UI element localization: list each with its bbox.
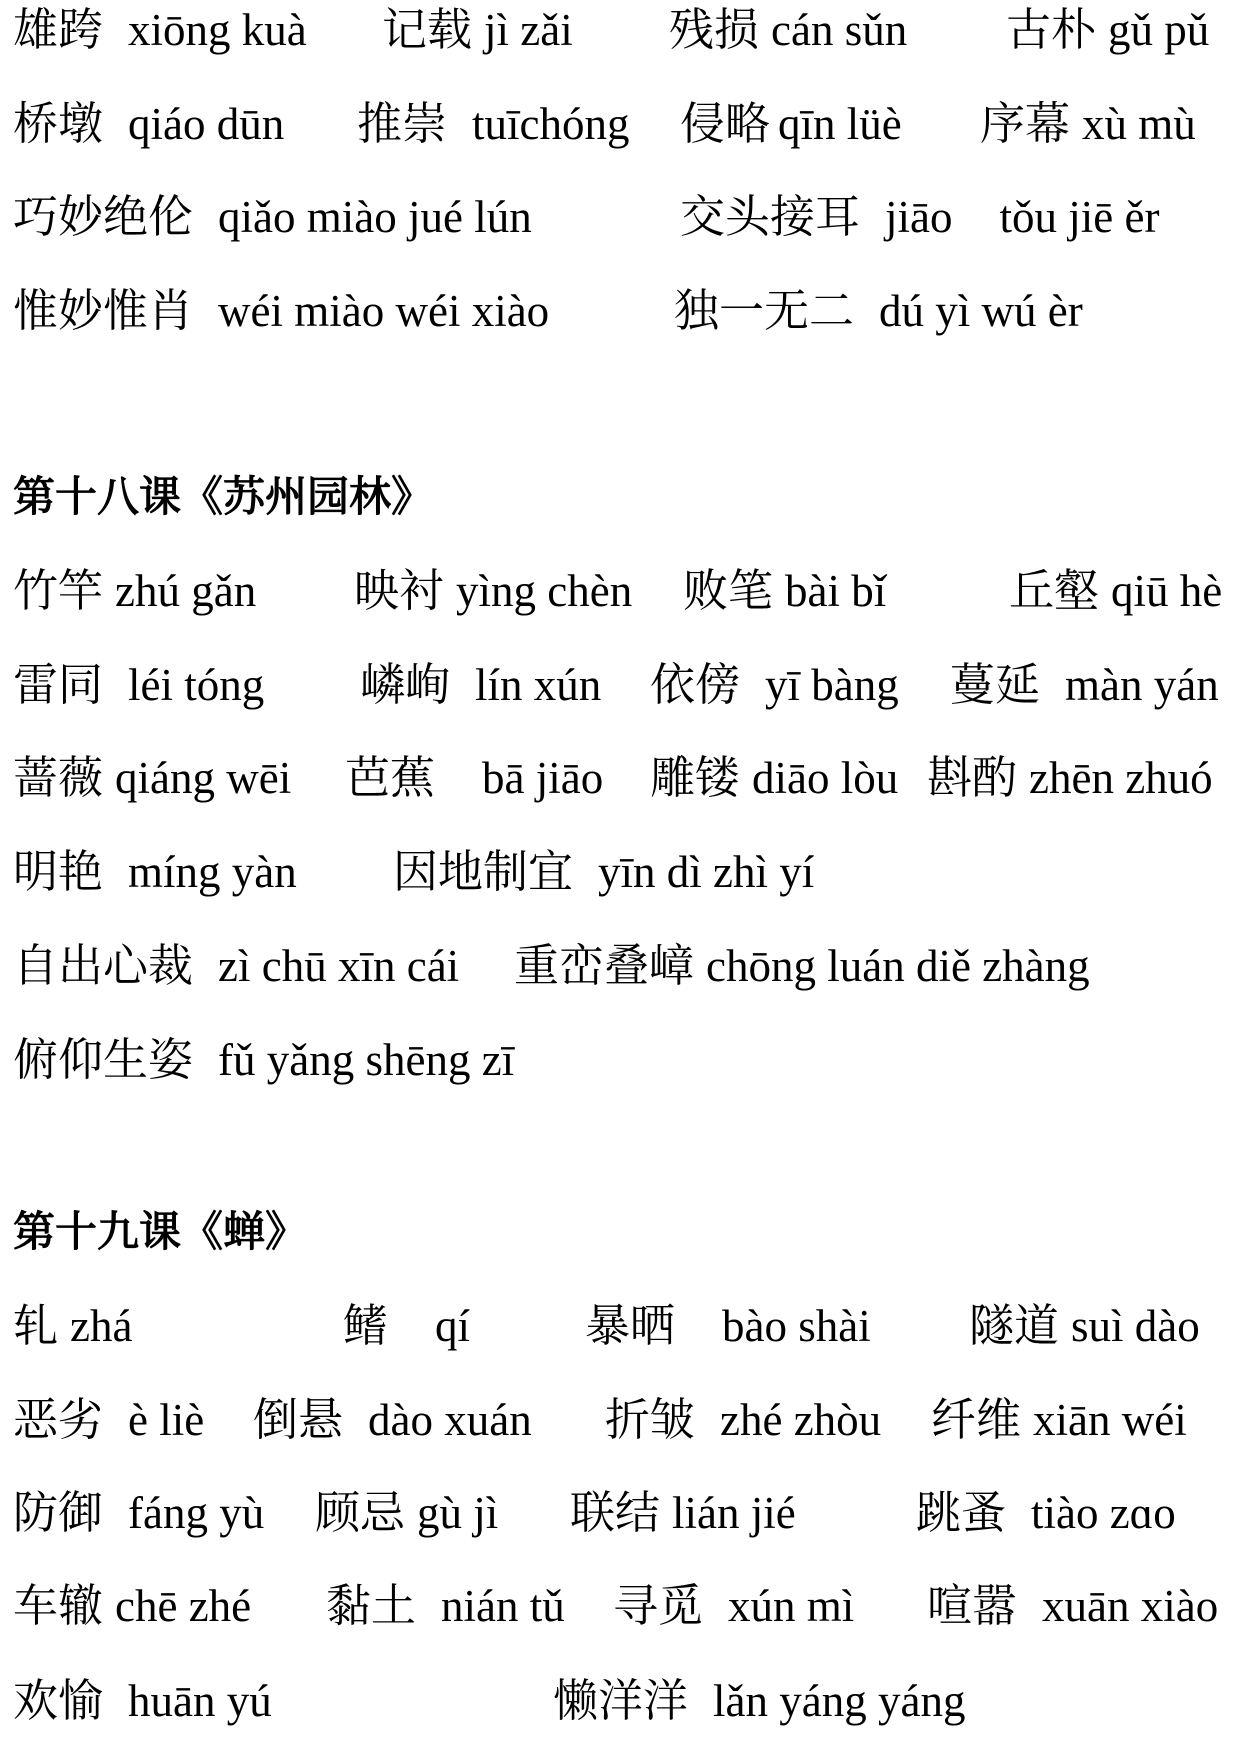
vocab-pinyin: gù jì: [417, 1488, 499, 1538]
vocab-item: [345, 753, 603, 803]
vocab-hanzi: 嶙峋: [360, 658, 451, 711]
vocab-hanzi: 古朴: [1006, 3, 1097, 56]
vocab-hanzi: 联结: [570, 1486, 661, 1539]
vocab-pinyin: xún mì: [728, 1581, 855, 1631]
vocab-hanzi: 俯仰生姿: [13, 1033, 194, 1086]
vocab-pinyin: léi tóng: [128, 660, 265, 710]
vocab-pinyin: nián tǔ: [441, 1581, 565, 1631]
vocab-hanzi: 恶劣: [13, 1393, 104, 1446]
vocab-row: [0, 192, 1240, 242]
vocab-pinyin: qiáng wēi: [115, 753, 292, 803]
vocab-pinyin: huān yú: [128, 1676, 272, 1726]
vocab-row: [0, 1395, 1240, 1445]
vocab-hanzi: 跳蚤: [916, 1486, 1007, 1539]
vocab-hanzi: 黏土: [326, 1579, 417, 1632]
vocab-item: [683, 566, 886, 616]
vocab-item: [315, 1488, 498, 1538]
vocab-hanzi: 明艳: [13, 845, 104, 898]
vocab-pinyin: xuān xiào: [1042, 1581, 1219, 1631]
vocab-item: [650, 753, 898, 803]
vocab-pinyin: qiáo dūn: [128, 99, 285, 149]
vocab-item: [13, 1035, 514, 1085]
vocab-item: [669, 5, 907, 55]
vocab-item: [680, 192, 1159, 242]
vocab-item: [360, 660, 601, 710]
vocab-hanzi: 鳍: [343, 1299, 389, 1352]
vocab-pinyin: bào shài: [722, 1301, 871, 1351]
vocab-item: [13, 5, 307, 55]
vocab-pinyin: cán sǔn: [771, 5, 908, 55]
vocab-row: [0, 753, 1240, 803]
vocab-item: [13, 566, 256, 616]
vocab-pinyin: dào xuán: [368, 1395, 532, 1445]
vocab-item: [13, 941, 459, 991]
vocab-pinyin: chōng luán diě zhàng: [706, 941, 1090, 991]
vocab-hanzi: 自出心裁: [13, 939, 194, 992]
vocab-hanzi: 独一无二: [674, 284, 855, 337]
vocab-pinyin: diāo lòu: [752, 753, 899, 803]
vocab-row: [0, 1035, 1240, 1085]
vocab-row: [0, 660, 1240, 710]
vocab-item: [980, 99, 1196, 149]
vocab-pinyin: lín xún: [475, 660, 602, 710]
vocab-hanzi: 蔓延: [950, 658, 1041, 711]
vocab-hanzi: 残损: [669, 3, 760, 56]
vocab-item: [931, 1395, 1187, 1445]
vocab-hanzi: 顾忌: [315, 1486, 406, 1539]
vocab-item: [13, 1301, 132, 1351]
vocab-pinyin: jiāo: [885, 192, 953, 242]
vocab-pinyin: fǔ yǎng shēng zī: [218, 1035, 515, 1085]
vocab-hanzi: 隧道: [969, 1299, 1060, 1352]
vocab-item: [585, 1301, 871, 1351]
vocab-item: [1006, 5, 1209, 55]
vocab-item: [570, 1488, 796, 1538]
vocab-item: [553, 1676, 965, 1726]
vocab-pinyin: qí: [435, 1301, 471, 1351]
vocab-pinyin: dú yì wú èr: [879, 286, 1083, 336]
vocab-pinyin: yī bàng: [765, 660, 899, 710]
vocab-item: [253, 1395, 532, 1445]
vocab-row: [0, 5, 1240, 55]
vocab-item: [13, 1395, 204, 1445]
vocab-pinyin: jì zǎi: [484, 5, 573, 55]
vocab-item: [674, 286, 1083, 336]
vocab-hanzi: 桥墩: [13, 97, 104, 150]
vocab-item: [393, 847, 814, 897]
vocab-item: [382, 5, 573, 55]
vocab-item: [605, 1395, 881, 1445]
vocab-item: [354, 566, 632, 616]
vocab-hanzi: 侵略: [680, 97, 771, 150]
vocab-pinyin: míng yàn: [128, 847, 297, 897]
vocab-pinyin: màn yán: [1065, 660, 1219, 710]
vocab-item: [13, 286, 549, 336]
vocab-row: [0, 941, 1240, 991]
vocab-pinyin: lián jié: [672, 1488, 796, 1538]
vocab-hanzi: 巧妙绝伦: [13, 190, 194, 243]
vocab-pinyin: xù mù: [1082, 99, 1196, 149]
vocab-item: [13, 1581, 251, 1631]
vocab-row: [0, 566, 1240, 616]
vocab-item: [514, 941, 1090, 991]
vocab-row: [0, 286, 1240, 336]
vocab-pinyin: yīn dì zhì yí: [598, 847, 815, 897]
vocab-hanzi: 蔷薇: [13, 751, 104, 804]
vocab-hanzi: 车辙: [13, 1579, 104, 1632]
vocab-hanzi: 惟妙惟肖: [13, 284, 194, 337]
vocab-pinyin: bā jiāo: [482, 753, 604, 803]
vocab-pinyin: yìng chèn: [456, 566, 633, 616]
vocab-hanzi: 寻觅: [613, 1579, 704, 1632]
vocab-hanzi: 倒悬: [253, 1393, 344, 1446]
vocab-item: [916, 1488, 1176, 1538]
vocab-item: [680, 99, 902, 149]
vocab-pinyin: zhēn zhuó: [1029, 753, 1213, 803]
vocab-row: [0, 1581, 1240, 1631]
vocab-row: [0, 1676, 1240, 1726]
vocab-item: [613, 1581, 854, 1631]
vocab-pinyin: gǔ pǔ: [1108, 5, 1210, 55]
vocab-pinyin: suì dào: [1071, 1301, 1200, 1351]
vocab-pinyin: zhé zhòu: [720, 1395, 882, 1445]
vocab-pinyin: fáng yù: [128, 1488, 265, 1538]
vocab-hanzi: 折皱: [605, 1393, 696, 1446]
vocab-item: [950, 660, 1219, 710]
vocab-pinyin: qīn lüè: [778, 99, 902, 149]
vocab-hanzi: 防御: [13, 1486, 104, 1539]
lesson-heading: 第十九课《蝉》: [13, 1207, 308, 1256]
vocab-item: [357, 99, 630, 149]
vocab-row: [0, 847, 1240, 897]
vocab-item: [326, 1581, 565, 1631]
vocab-hanzi: 斟酌: [927, 751, 1018, 804]
vocab-row: [0, 1488, 1240, 1538]
vocab-hanzi: 雄跨: [13, 3, 104, 56]
vocab-item: [13, 847, 297, 897]
vocab-hanzi: 记载: [382, 3, 473, 56]
vocab-item: [927, 1581, 1218, 1631]
vocab-hanzi: 映衬: [354, 564, 445, 617]
vocab-pinyin: zì chū xīn cái: [218, 941, 460, 991]
vocab-item: [1009, 566, 1222, 616]
vocab-hanzi: 败笔: [683, 564, 774, 617]
vocab-row: [0, 1301, 1240, 1351]
vocab-hanzi: 雕镂: [650, 751, 741, 804]
lesson-heading: 第十八课《苏州园林》: [13, 472, 434, 521]
vocab-pinyin: bài bǐ: [785, 566, 887, 616]
vocab-pinyin: tuīchóng: [472, 99, 630, 149]
vocab-item: [650, 660, 899, 710]
vocab-item: [13, 1676, 272, 1726]
vocab-item: [13, 660, 264, 710]
vocab-hanzi: 雷同: [13, 658, 104, 711]
vocab-item: [13, 753, 291, 803]
vocab-item: [343, 1301, 470, 1351]
vocab-item: [13, 1488, 264, 1538]
vocab-hanzi: 喧嚣: [927, 1579, 1018, 1632]
vocab-pinyin: zhú gǎn: [115, 566, 257, 616]
vocab-item: [13, 192, 532, 242]
vocab-pinyin: è liè: [128, 1395, 205, 1445]
vocab-pinyin: qiū hè: [1111, 566, 1223, 616]
vocab-item: [969, 1301, 1200, 1351]
vocab-hanzi: 欢愉: [13, 1674, 104, 1727]
vocab-pinyin: xiōng kuà: [128, 5, 307, 55]
vocab-hanzi: 芭蕉: [345, 751, 436, 804]
vocab-pinyin: tiào zɑo: [1031, 1488, 1176, 1538]
vocab-hanzi: 推崇: [357, 97, 448, 150]
vocab-hanzi: 纤维: [931, 1393, 1022, 1446]
vocab-hanzi: 序幕: [980, 97, 1071, 150]
vocab-hanzi: 重峦叠嶂: [514, 939, 695, 992]
vocab-hanzi: 懒洋洋: [553, 1674, 689, 1727]
vocab-hanzi: 依傍: [650, 658, 741, 711]
vocab-hanzi: 竹竿: [13, 564, 104, 617]
vocab-pinyin-rest: tǒu jiē ěr: [999, 192, 1160, 242]
vocab-hanzi: 因地制宜: [393, 845, 574, 898]
vocab-hanzi: 暴晒: [585, 1299, 676, 1352]
vocab-pinyin: chē zhé: [115, 1581, 252, 1631]
vocab-hanzi: 丘壑: [1009, 564, 1100, 617]
vocab-item: [13, 99, 284, 149]
vocab-pinyin: xiān wéi: [1033, 1395, 1187, 1445]
vocab-hanzi: 交头接耳: [680, 190, 861, 243]
vocab-pinyin: zhá: [70, 1301, 133, 1351]
vocab-item: [927, 753, 1213, 803]
vocab-pinyin: lǎn yáng yáng: [713, 1676, 966, 1726]
vocab-hanzi: 轧: [13, 1299, 59, 1352]
vocab-pinyin: qiǎo miào jué lún: [218, 192, 532, 242]
vocab-row: [0, 99, 1240, 149]
vocab-pinyin: wéi miào wéi xiào: [218, 286, 550, 336]
